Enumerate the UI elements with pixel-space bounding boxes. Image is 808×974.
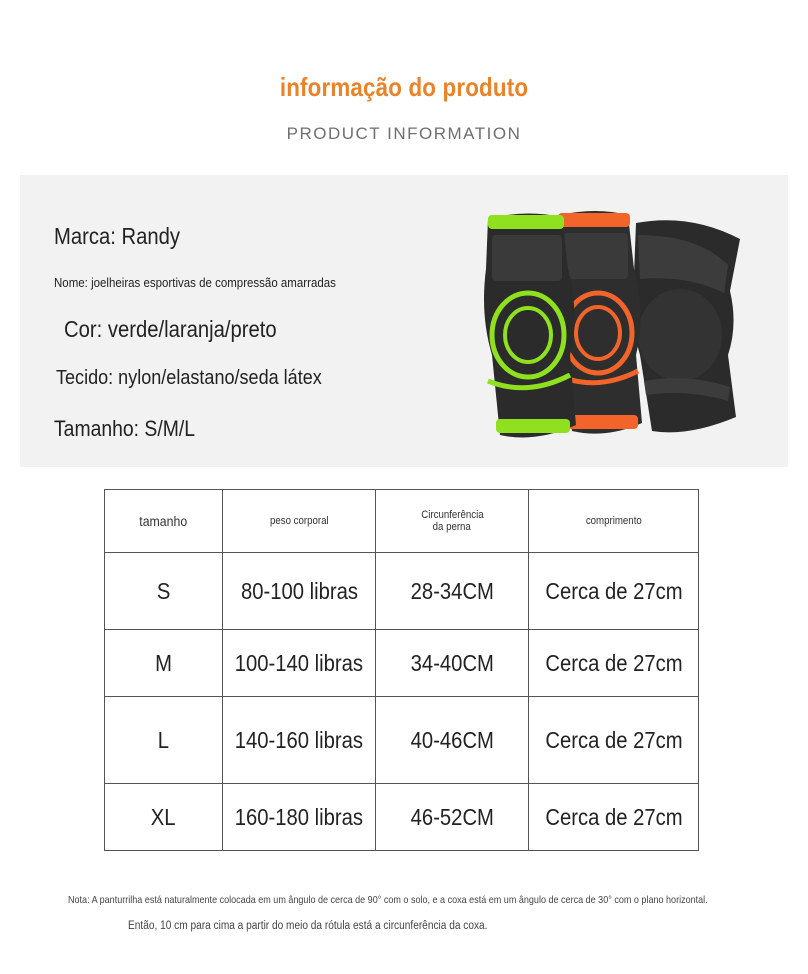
cell-length: Cerca de 27cm (529, 697, 699, 784)
cell-size: M (105, 630, 223, 697)
page-title: informação do produto (279, 72, 529, 102)
cell-weight: 100-140 libras (223, 630, 376, 697)
table-row (105, 630, 699, 697)
size-text: Tamanho: S/M/L (54, 416, 195, 441)
table-row (105, 553, 699, 630)
cell-weight: 140-160 libras (223, 697, 376, 784)
page-subtitle: PRODUCT INFORMATION (286, 124, 522, 143)
cell-circumference: 28-34CM (376, 553, 529, 630)
table-row (105, 784, 699, 851)
brand-text: Marca: Randy (54, 223, 180, 249)
fabric-text: Tecido: nylon/elastano/seda látex (56, 366, 322, 389)
black-knee-pad (632, 220, 740, 432)
name-text: Nome: joelheiras esportivas de compressão amarradas (54, 276, 336, 290)
product-info-panel (20, 175, 788, 467)
cell-weight: 80-100 libras (223, 553, 376, 630)
cell-circumference: 40-46CM (376, 697, 529, 784)
header-leg-circumference: Circunferência da perna (376, 490, 529, 553)
note-thigh: Então, 10 cm para cima a partir do meio da rótula está a circunferência da coxa. (128, 920, 488, 932)
cell-length: Cerca de 27cm (529, 553, 699, 630)
note-angle: Nota: A panturrilha está naturalmente colocada em um ângulo de cerca de 90° com o solo, e a coxa está em um ângulo de cerca de 30° com o plano horizontal. (68, 894, 708, 906)
header-body-weight: peso corporal (223, 490, 376, 553)
green-knee-pad (484, 213, 576, 437)
table-row (105, 697, 699, 784)
knee-pads-image (458, 205, 748, 445)
cell-size: XL (105, 784, 223, 851)
color-text: Cor: verde/laranja/preto (64, 316, 277, 342)
cell-size: L (105, 697, 223, 784)
table-header-row (105, 490, 699, 553)
header-size: tamanho (105, 490, 223, 553)
size-chart-table (104, 489, 699, 851)
cell-length: Cerca de 27cm (529, 784, 699, 851)
cell-circumference: 46-52CM (376, 784, 529, 851)
cell-length: Cerca de 27cm (529, 630, 699, 697)
cell-size: S (105, 553, 223, 630)
header-length: comprimento (529, 490, 699, 553)
cell-circumference: 34-40CM (376, 630, 529, 697)
cell-weight: 160-180 libras (223, 784, 376, 851)
